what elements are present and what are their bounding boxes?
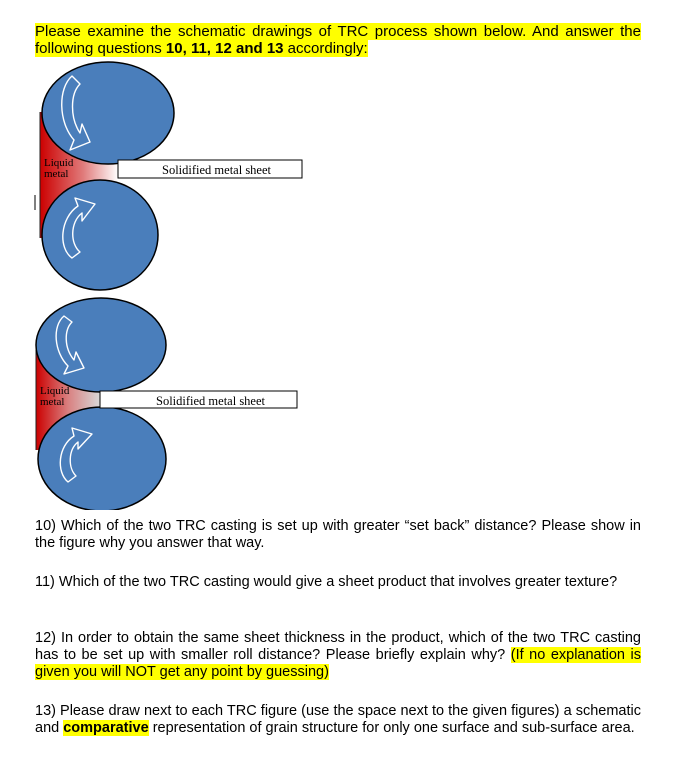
trc-figure-1 <box>35 62 302 290</box>
question-11 <box>35 574 641 591</box>
intro-before: Please examine the schematic drawings of TRC process shown below. And answer the following questions <box>35 23 641 57</box>
question-12-note: (If no explanation is given you will NOT get any point by guessing) <box>35 647 641 680</box>
question-13 <box>35 703 641 737</box>
intro-question-numbers: 10, 11, 12 and 13 <box>165 40 284 57</box>
liquid-metal-label-2a: Liquid <box>40 385 70 397</box>
solidified-sheet-label-2: Solidified metal sheet <box>156 394 266 408</box>
question-12 <box>35 630 641 681</box>
question-10 <box>35 518 641 552</box>
question-10-text: 10) Which of the two TRC casting is set up with greater “set back” distance? Please show in the figure why you answer that way. <box>35 518 641 551</box>
question-13-text: 13) Please draw next to each TRC figure (use the space next to the given figures) a schematic and <box>35 703 641 736</box>
question-13-text-end: representation of grain structure for only one surface and sub-surface area. <box>148 720 635 736</box>
bottom-roll-1 <box>42 180 158 290</box>
solidified-sheet-label-1: Solidified metal sheet <box>162 163 272 177</box>
bottom-roll-2 <box>38 407 166 510</box>
intro-after: accordingly: <box>283 40 368 57</box>
liquid-metal-label-1a: Liquid <box>44 157 74 169</box>
trc-figure-2 <box>36 298 297 510</box>
top-roll-2 <box>36 298 166 392</box>
liquid-metal-label-2b: metal <box>40 396 65 408</box>
question-13-emphasis: comparative <box>63 720 149 736</box>
question-11-text: 11) Which of the two TRC casting would give a sheet product that involves greater texture? <box>35 574 618 590</box>
liquid-metal-label-1b: metal <box>44 168 69 180</box>
question-12-text: 12) In order to obtain the same sheet thickness in the product, which of the two TRC casting has to be set up with smaller roll distance? Please briefly explain why? <box>35 630 641 663</box>
